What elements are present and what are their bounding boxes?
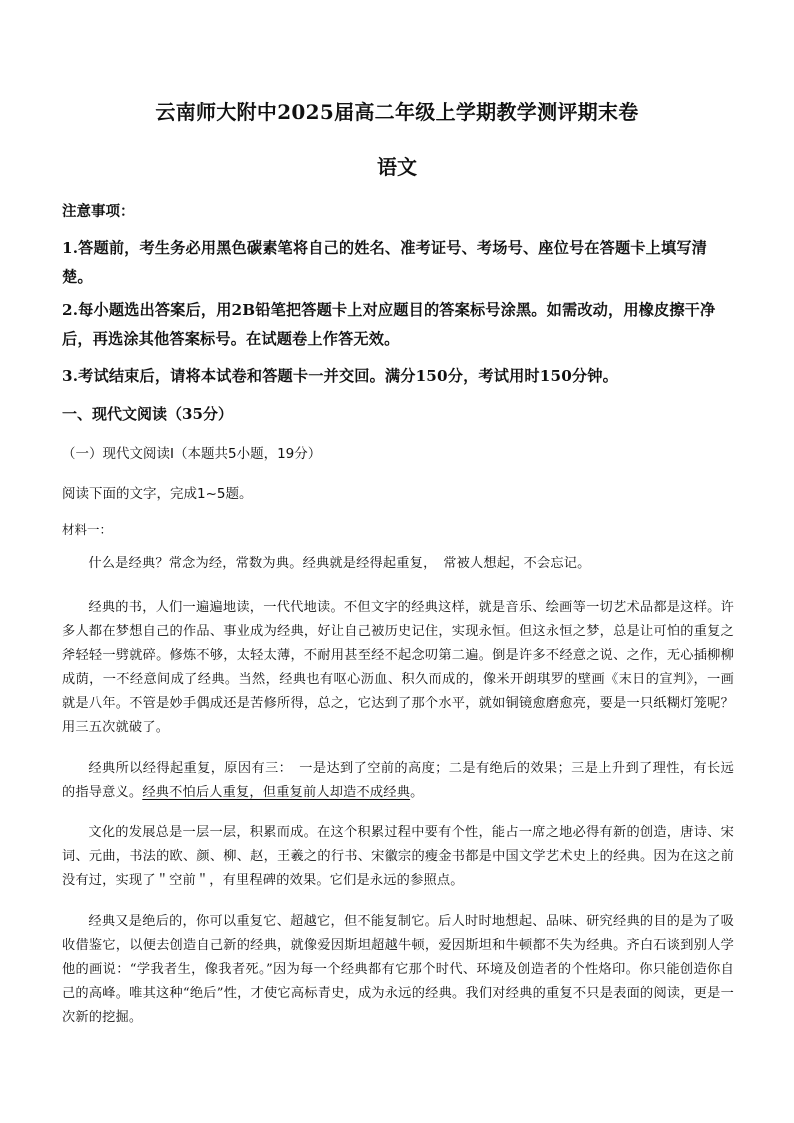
passage-paragraph-2: 经典的书，人们一遍遍地读，一代代地读。不但文字的经典这样，就是音乐、绘画等一切艺术品都是这样。许多人都在梦想自己的作品、事业成为经典，好让自己被历史记住，实现永恒。但这永恒之梦，总是让可怕的重复之斧轻轻一劈就碎。修炼不够，太轻太薄，不耐用甚至经不起念叨第二遍。倒是许多不经意之说、之作，无心插柳柳成荫，一不经意间成了经典。当然，经典也有呕心沥血、积久而成的，像米开朗琪罗的壁画《末日的宣判》，一画就是八年。不管是妙手偶成还是苦修所得，总之，它达到了那个水平，就如铜镜愈磨愈亮，要是一只纸糊灯笼呢？用三五次就破了。 bbox=[62, 600, 734, 735]
subsection-title: （一）现代文阅读Ⅰ（本题共5小题，19分） bbox=[62, 446, 322, 462]
notice-item-1: 1.答题前，考生务必用黑色碳素笔将自己的姓名、准考证号、考场号、座位号在答题卡上填写清楚。 bbox=[62, 239, 707, 286]
notice-item-2: 2.每小题选出答案后，用2B铅笔把答题卡上对应题目的答案标号涂黑。如需改动，用橡皮擦干净后，再选涂其他答案标号。在试题卷上作答无效。 bbox=[62, 301, 716, 348]
notice-heading: 注意事项： bbox=[62, 203, 135, 220]
paragraph-3-end: 。 bbox=[410, 785, 424, 800]
material-label: 材料一： bbox=[62, 522, 113, 537]
subject-title: 语文 bbox=[377, 155, 417, 179]
notice-item-3: 3.考试结束后，请将本试卷和答题卡一并交回。满分150分，考试用时150分钟。 bbox=[62, 367, 618, 385]
passage-paragraph-3 bbox=[62, 757, 734, 805]
underlined-sentence: 经典不怕后人重复，但重复前人却造不成经典 bbox=[142, 785, 411, 800]
section-title: 一、现代文阅读（35分） bbox=[62, 405, 233, 423]
paragraph-3-text: 经典所以经得起重复，原因有三： 一是达到了空前的高度；二是有绝后的效果；三是上升到了理性，有长远的指导意义。 bbox=[62, 761, 734, 800]
passage-paragraph-1: 什么是经典？常念为经，常数为典。经典就是经得起重复， 常被人想起，不会忘记。 bbox=[88, 556, 591, 571]
exam-title: 云南师大附中2025届高二年级上学期教学测评期末卷 bbox=[155, 100, 639, 124]
passage-paragraph-5: 经典又是绝后的，你可以重复它、超越它，但不能复制它。后人时时地想起、品味、研究经典的目的是为了吸收借鉴它，以便去创造自己新的经典，就像爱因斯坦超越牛顿，爱因斯坦和牛顿都不失为经典。齐白石谈到别人学他的画说：“学我者生，像我者死。”因为每一个经典都有它那个时代、环境及创造者的个性烙印。你只能创造你自己的高峰。唯其这种“绝后”性，才使它高标青史，成为永远的经典。我们对经典的重复不只是表面的阅读，更是一次新的挖掘。 bbox=[62, 914, 734, 1025]
reading-instruction: 阅读下面的文字，完成1~5题。 bbox=[62, 486, 253, 502]
passage-paragraph-4: 文化的发展总是一层一层，积累而成。在这个积累过程中要有个性，能占一席之地必得有新的创造，唐诗、宋词、元曲，书法的欧、颜、柳、赵，王羲之的行书、宋徽宗的瘦金书都是中国文学艺术史上的经典。因为在这之前没有过，实现了＂空前＂，有里程碑的效果。它们是永远的参照点。 bbox=[62, 825, 734, 888]
